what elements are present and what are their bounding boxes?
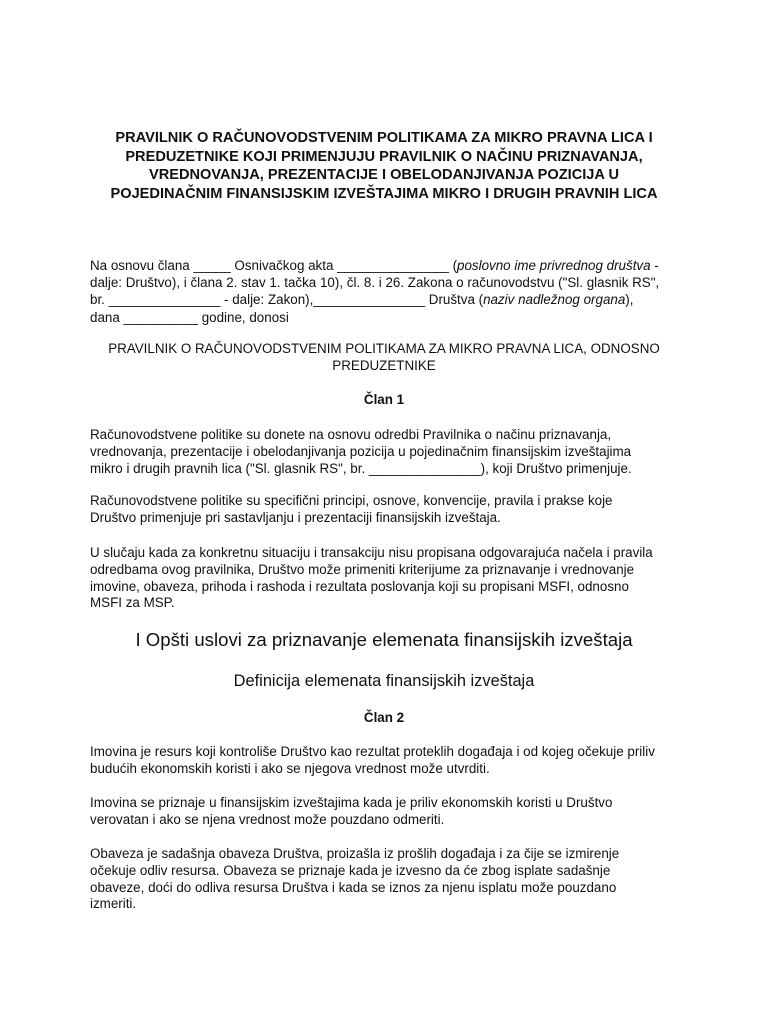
title-line: POJEDINAČNIM FINANSIJSKIM IZVEŠTAJIMA MIKRO I DRUGIH PRAVNIH LICA (110, 185, 658, 202)
article-1-paragraph-3 (90, 545, 690, 612)
article-2-heading: Član 2 (363, 710, 405, 725)
article-1-paragraph-2 (90, 493, 690, 527)
document-title (88, 129, 680, 203)
intro-line (90, 291, 690, 308)
article-1-heading: Član 1 (363, 392, 405, 407)
article-2-paragraph-3 (90, 846, 690, 913)
paragraph-line: imovine, obaveza, prihoda i rashoda i rezultata poslovanja koji su propisani MSFI, odnosno (90, 578, 629, 594)
subtitle-line: PRAVILNIK O RAČUNOVODSTVENIM POLITIKAMA ZA MIKRO PRAVNA LICA, ODNOSNO (108, 341, 660, 356)
intro-text: Na osnovu člana _____ Osnivačkog akta _______________ ( (90, 258, 458, 273)
subsection-heading: Definicija elemenata finansijskih izveštaja (233, 672, 535, 690)
intro-italic-text: poslovno ime privrednog društva (457, 258, 651, 273)
article-1-paragraph-1 (90, 427, 690, 477)
intro-paragraph (90, 257, 690, 326)
paragraph-line: verovatan i ako se njena vrednost može pouzdano odmeriti. (90, 811, 445, 827)
rulebook-subtitle (88, 340, 680, 374)
title-line: PREDUZETNIKE KOJI PRIMENJUJU PRAVILNIK O NAČINU PRIZNAVANJA, (125, 148, 643, 165)
paragraph-line: obaveze, doći do odliva resursa Društva i kada se iznos za njenu isplatu može pouzdano (90, 879, 617, 895)
paragraph-line: Obaveza je sadašnja obaveza Društva, proizašla iz prošlih događaja i za čije se izmirenje (90, 846, 620, 861)
paragraph-line: Imovina se priznaje u finansijskim izveštajima kada je priliv ekonomskih koristi u Društvo (90, 795, 613, 810)
intro-text: - (650, 258, 659, 273)
paragraph-line: vrednovanja, prezentacije i obelodanjivanja pozicija u pojedinačnim finansijskim izveštajima (90, 443, 632, 459)
section-heading: I Opšti uslovi za priznavanje elemenata finansijskih izveštaja (135, 629, 633, 650)
intro-line: dalje: Društvo), i člana 2. stav 1. tačka 10), čl. 8. i 26. Zakona o računovodstvu ("Sl. glasnik RS", (90, 275, 660, 291)
paragraph-line: Računovodstvene politike su donete na osnovu odredbi Pravilnika o načinu priznavanja, (90, 427, 612, 442)
paragraph-line: izmeriti. (90, 896, 137, 912)
intro-italic-text: naziv nadležnog organa (483, 292, 626, 308)
subtitle-line: PREDUZETNIKE (332, 358, 436, 374)
paragraph-line: budućih ekonomskih koristi i ako se njegova vrednost može utvrditi. (90, 760, 490, 776)
paragraph-line: MSFI za MSP. (90, 595, 175, 611)
intro-text: ), (625, 292, 634, 308)
paragraph-line: odredbama ovog pravilnika, Društvo može primeniti kriterijume za priznavanje i vrednovanje (90, 561, 635, 577)
title-line: PRAVILNIK O RAČUNOVODSTVENIM POLITIKAMA ZA MIKRO PRAVNA LICA I (115, 130, 653, 146)
title-line: VREDNOVANJA, PREZENTACIJE I OBELODANJIVANJA POZICIJA U (148, 167, 620, 183)
intro-text: br. _______________ - dalje: Zakon),_______________ Društva ( (90, 292, 484, 308)
article-2-paragraph-2 (90, 795, 690, 829)
paragraph-line: Računovodstvene politike su specifični principi, osnove, konvencije, pravila i prakse koje (90, 493, 613, 508)
intro-line: dana __________ godine, donosi (90, 309, 289, 325)
intro-line (90, 257, 690, 274)
paragraph-line: Društvo primenjuje pri sastavljanju i prezentaciji finansijskih izveštaja. (90, 509, 501, 525)
paragraph-line: očekuje odliv resursa. Obaveza se priznaje kada je izvesno da će zbog isplate sadašnje (90, 862, 611, 878)
paragraph-line: mikro i drugih pravnih lica ("Sl. glasnik RS", br. _______________), koji Društvo primenjuje. (90, 460, 632, 476)
paragraph-line: U slučaju kada za konkretnu situaciju i transakciju nisu propisana odgovarajuća načela i pravila (90, 545, 653, 560)
article-2-paragraph-1 (90, 744, 690, 778)
paragraph-line: Imovina je resurs koji kontroliše Društvo kao rezultat proteklih događaja i od kojeg očekuje priliv (90, 744, 655, 759)
